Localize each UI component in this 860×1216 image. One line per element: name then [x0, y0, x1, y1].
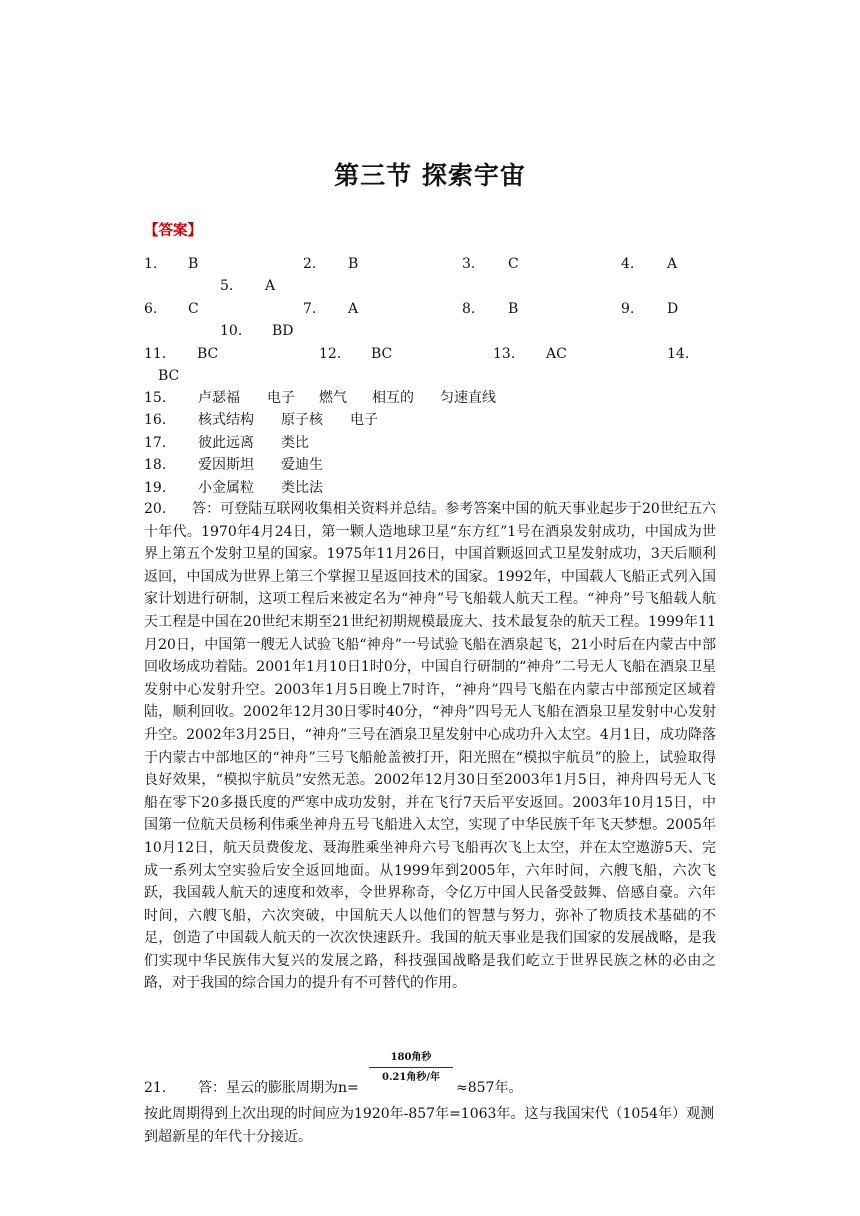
- fill-answer: 燃气: [319, 390, 347, 406]
- mc-number: 13.: [493, 346, 516, 362]
- fill-row-16: [144, 411, 716, 429]
- mc-answer: A: [265, 278, 276, 294]
- mc-number: 9.: [621, 301, 635, 317]
- fill-number: 17.: [144, 435, 167, 451]
- fill-number: 15.: [144, 390, 167, 406]
- mc-row-3b: [144, 367, 716, 385]
- mc-answer: BD: [272, 323, 294, 339]
- mc-number: 10.: [220, 323, 243, 339]
- mc-number: 4.: [621, 256, 635, 272]
- mc-number: 6.: [144, 301, 158, 317]
- mc-number: 3.: [462, 256, 476, 272]
- q21-line: [144, 1077, 359, 1097]
- mc-number: 8.: [462, 301, 476, 317]
- mc-number: 11.: [144, 346, 167, 362]
- fill-row-19: [144, 479, 716, 497]
- fill-answer: 匀速直线: [440, 390, 496, 406]
- mc-answer: A: [348, 301, 359, 317]
- fill-answer: 核式结构: [198, 412, 254, 428]
- fill-answer: 相互的: [372, 390, 414, 406]
- mc-number: 5.: [220, 278, 234, 294]
- mc-row-1b: [144, 277, 716, 295]
- mc-row-2b: [144, 322, 716, 340]
- q20-text: 答：可登陆互联网收集相关资料并总结。参考答案中国的航天事业起步于20世纪五六十年代。1970年4月24日，第一颗人造地球卫星“东方红”1号在酒泉发射成功，中国成为世界上第五个发射卫星的国家。1975年11月26日，中国首颗返回式卫星发射成功，3天后顺利返回，中国成为世界上第三个掌握卫星返回技术的国家。1992年，中国载人飞船正式列入国家计划进行研制，这项工程后来被定名为“神舟”号飞船载人航天工程。“神舟”号飞船载人航天工程是中国在20世纪末期至21世纪初期规模最庞大、技术最复杂的航天工程。1999年11月20日，中国第一艘无人试验飞船“神舟”一号试验飞船在酒泉起飞，21小时后在内蒙古中部回收场成功着陆。2001年1月10日1时0分，中国自行研制的“神舟”二号无人飞船在酒泉卫星发射中心发射升空。2003年1月5日晚上7时许，“神舟”四号飞船在内蒙古中部预定区域着陆，顺利回收。2002年12月30日零时40分，“神舟”四号无人飞船在酒泉卫星发射中心发射升空。2002年3月25日，“神舟”三号在酒泉卫星发射中心成功升入太空。4月1日，成功降落于内蒙古中部地区的“神舟”三号飞船舱盖被打开，阳光照在“模拟宇航员”的脸上，试验取得良好效果，“模拟宇航员”安然无恙。2002年12月30日至2003年1月5日，神舟四号无人飞船在零下20多摄氏度的严寒中成功发射，并在飞行7天后平安返回。2003年10月15日，中国第一位航天员杨利伟乘坐神舟五号飞船进入太空，实现了中华民族千年飞天梦想。2005年10月12日，航天员费俊龙、聂海胜乘坐神舟六号飞船再次飞上太空，并在太空遨游5天、完成一系列太空实验后安全返回地面。从1999年到2005年，六年时间，六艘飞船，六次飞跃，我国载人航天的速度和效率，令世界称奇，令亿万中国人民备受鼓舞、倍感自豪。六年时间，六艘飞船，六次突破，中国航天人以他们的智慧与努力，弥补了物质技术基础的不足，创造了中国载人航天的一次次快速跃升。我国的航天事业是我们国家的发展战略，是我们实现中华民族伟大复兴的发展之路，科技强国战略是我们屹立于世界民族之林的必由之路，对于我国的综合国力的提升有不可替代的作用。: [144, 501, 716, 992]
- page-title: 第三节 探索宇宙: [334, 161, 526, 190]
- q21-result: ≈857年。: [456, 1080, 523, 1096]
- mc-number: 1.: [144, 256, 158, 272]
- mc-number: 2.: [303, 256, 317, 272]
- fill-answer: 爱迪生: [281, 457, 323, 473]
- fill-number: 19.: [144, 480, 167, 496]
- fill-answer: 卢瑟福: [198, 390, 240, 406]
- fill-row-15: [144, 389, 716, 407]
- mc-row-2: [144, 300, 716, 318]
- q20-answer: [144, 498, 716, 995]
- mc-answer: BC: [197, 346, 219, 362]
- fraction-numerator: 180角秒: [369, 1046, 453, 1068]
- mc-answer: A: [667, 256, 678, 272]
- fill-answer: 原子核: [281, 412, 323, 428]
- mc-row-1: [144, 255, 716, 273]
- mc-number: 7.: [303, 301, 317, 317]
- fill-answer: 电子: [267, 390, 295, 406]
- fill-row-18: [144, 456, 716, 474]
- mc-answer: BC: [371, 346, 393, 362]
- mc-row-3: [144, 345, 716, 363]
- fraction-denominator: 0.21角秒/年: [381, 1072, 440, 1083]
- mc-number: 12.: [319, 346, 342, 362]
- fill-answer: 彼此远离: [198, 435, 254, 451]
- q20-number: 20.: [144, 501, 167, 517]
- q21-follow: 按此周期得到上次出现的时间应为1920年-857年=1063年。这与我国宋代（1054年）观测到超新星的年代十分接近。: [144, 1106, 715, 1145]
- mc-answer: D: [667, 301, 679, 317]
- mc-answer: B: [348, 256, 359, 272]
- fill-answer: 爱因斯坦: [198, 457, 254, 473]
- answer-heading: 【答案】: [144, 223, 202, 239]
- q21-fraction: [369, 1046, 453, 1089]
- fill-answer: 电子: [350, 412, 378, 428]
- mc-answer: C: [188, 301, 199, 317]
- mc-number: 14.: [667, 346, 690, 362]
- mc-answer: B: [508, 301, 519, 317]
- mc-answer: C: [508, 256, 519, 272]
- fill-number: 18.: [144, 457, 167, 473]
- mc-answer: AC: [546, 346, 567, 362]
- q21-number: 21.: [144, 1080, 167, 1096]
- fill-answer: 小金属粒: [198, 480, 254, 496]
- q21-lead: 答：星云的膨胀周期为n=: [198, 1080, 359, 1096]
- fill-answer: 类比: [281, 435, 309, 451]
- mc-answer: B: [188, 256, 199, 272]
- fill-row-17: [144, 434, 716, 452]
- mc-answer: BC: [158, 368, 180, 384]
- fill-answer: 类比法: [281, 480, 323, 496]
- fill-number: 16.: [144, 412, 167, 428]
